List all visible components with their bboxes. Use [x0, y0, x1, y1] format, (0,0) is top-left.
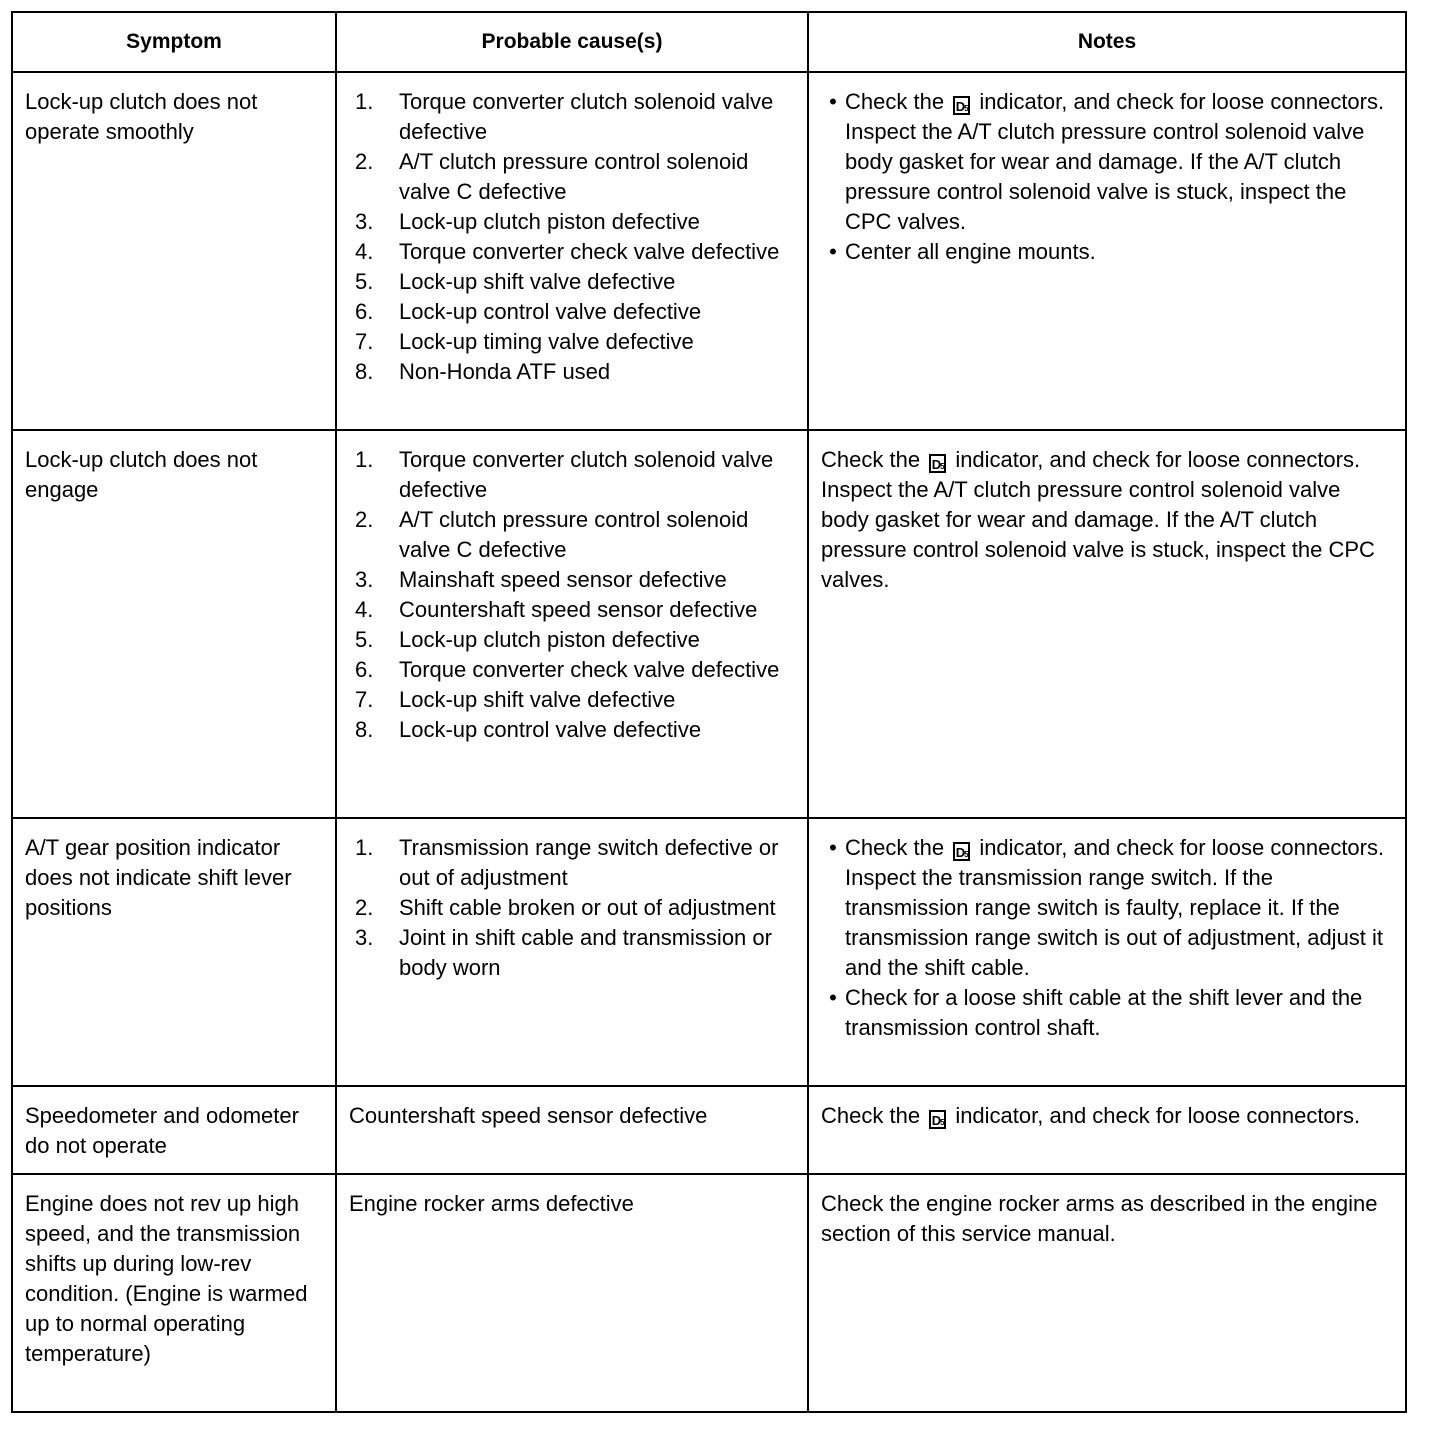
note-item	[821, 983, 1393, 1043]
troubleshooting-table	[11, 11, 1407, 1413]
cause-text: Non-Honda ATF used	[399, 359, 611, 384]
cause-text: Lock-up shift valve defective	[399, 687, 676, 712]
header-row	[12, 12, 1406, 72]
cause-number: 3.	[355, 209, 374, 234]
symptom-cell: Lock-up clutch does not engage	[12, 430, 336, 818]
note-item	[821, 237, 1393, 267]
cause-list	[349, 87, 795, 387]
notes-cell	[808, 72, 1406, 430]
symptom-cell: A/T gear position indicator does not indicate shift lever positions	[12, 818, 336, 1086]
note-text	[845, 87, 1393, 237]
notes-cell	[808, 430, 1406, 818]
header-causes: Probable cause(s)	[336, 12, 808, 72]
cause-text: Shift cable broken or out of adjustment	[399, 895, 776, 920]
cause-number: 1.	[355, 89, 374, 114]
note-text	[845, 983, 1393, 1043]
cause-item	[349, 833, 795, 893]
note-text-post: indicator, and check for loose connectors. Inspect the transmission range switch. If the transmission range switch is faulty, replace it. If the transmission range switch is out of adjustment, adjust it and the shift cable.	[845, 835, 1385, 980]
note-text-pre: Check the	[821, 447, 921, 472]
d5-indicator-icon: D5	[929, 1110, 946, 1129]
notes-cell	[808, 818, 1406, 1086]
cause-item	[349, 237, 795, 267]
cause-number: 6.	[355, 657, 374, 682]
table-row	[12, 818, 1406, 1086]
cause-number: 7.	[355, 329, 374, 354]
cause-item	[349, 327, 795, 357]
cause-number: 4.	[355, 597, 374, 622]
cause-number: 5.	[355, 627, 374, 652]
note-text-pre: Center all engine mounts.	[845, 239, 1096, 264]
cause-text: Countershaft speed sensor defective	[399, 597, 758, 622]
header-notes: Notes	[808, 12, 1406, 72]
cause-text: Lock-up shift valve defective	[399, 269, 676, 294]
note-text	[821, 1101, 1360, 1131]
cause-number: 2.	[355, 507, 374, 532]
cause-text: Torque converter clutch solenoid valve defective	[399, 447, 774, 502]
cause-item	[349, 565, 795, 595]
cause-number: 1.	[355, 447, 374, 472]
table-row	[12, 72, 1406, 430]
d5-indicator-icon: D5	[953, 96, 970, 115]
cause-item	[349, 207, 795, 237]
cause-text: Transmission range switch defective or out of adjustment	[399, 835, 779, 890]
cause-item	[349, 267, 795, 297]
cause-text: Torque converter check valve defective	[399, 657, 780, 682]
notes-cell	[808, 1174, 1406, 1412]
d5-indicator-icon: D5	[929, 454, 946, 473]
cause-item	[349, 923, 795, 983]
cause-text: Joint in shift cable and transmission or body worn	[399, 925, 772, 980]
notes-list	[821, 1101, 1393, 1131]
cause-number: 3.	[355, 567, 374, 592]
cause-text: Lock-up clutch piston defective	[399, 627, 700, 652]
note-text-pre: Check the	[821, 1103, 921, 1128]
causes-cell	[336, 430, 808, 818]
cause-text: Lock-up timing valve defective	[399, 329, 694, 354]
note-text-post: indicator, and check for loose connectors. Inspect the A/T clutch pressure control solenoid valve body gasket for wear and damage. If the A/T clutch pressure control solenoid valve is stuck, inspect the CPC valves.	[821, 447, 1375, 592]
note-text-pre: Check for a loose shift cable at the shift lever and the transmission control shaft.	[845, 985, 1363, 1040]
bullet-icon: •	[829, 89, 837, 114]
cause-text: Mainshaft speed sensor defective	[399, 567, 727, 592]
cause-item	[349, 595, 795, 625]
note-item	[821, 445, 1393, 595]
table-row	[12, 1086, 1406, 1174]
note-text	[845, 237, 1096, 267]
cause-item	[349, 625, 795, 655]
cause-item	[349, 505, 795, 565]
note-item	[821, 833, 1393, 983]
causes-cell: Engine rocker arms defective	[336, 1174, 808, 1412]
cause-list	[349, 833, 795, 983]
note-text-pre: Check the	[845, 89, 945, 114]
note-text	[821, 1189, 1393, 1249]
bullet-icon: •	[829, 239, 837, 264]
note-item	[821, 1101, 1393, 1131]
cause-text: A/T clutch pressure control solenoid valve C defective	[399, 149, 749, 204]
note-item	[821, 1189, 1393, 1249]
cause-text: A/T clutch pressure control solenoid valve C defective	[399, 507, 749, 562]
bullet-icon: •	[829, 835, 837, 860]
cause-item	[349, 893, 795, 923]
cause-number: 5.	[355, 269, 374, 294]
notes-list	[821, 445, 1393, 595]
cause-text: Torque converter check valve defective	[399, 239, 780, 264]
cause-number: 3.	[355, 925, 374, 950]
cause-number: 8.	[355, 717, 374, 742]
causes-cell	[336, 72, 808, 430]
bullet-icon: •	[829, 985, 837, 1010]
note-text-post: indicator, and check for loose connectors. Inspect the A/T clutch pressure control solenoid valve body gasket for wear and damage. If the A/T clutch pressure control solenoid valve is stuck, inspect the CPC valves.	[845, 89, 1385, 234]
cause-text: Lock-up clutch piston defective	[399, 209, 700, 234]
note-text	[845, 833, 1393, 983]
notes-list	[821, 1189, 1393, 1249]
note-text-pre: Check the	[845, 835, 945, 860]
table-row	[12, 1174, 1406, 1412]
cause-number: 2.	[355, 149, 374, 174]
note-text-post: indicator, and check for loose connectors.	[955, 1103, 1361, 1128]
causes-cell	[336, 818, 808, 1086]
cause-number: 2.	[355, 895, 374, 920]
note-item	[821, 87, 1393, 237]
note-text-pre: Check the engine rocker arms as described in the engine section of this service manual.	[821, 1191, 1378, 1246]
notes-list	[821, 833, 1393, 1043]
cause-item	[349, 715, 795, 745]
symptom-cell: Lock-up clutch does not operate smoothly	[12, 72, 336, 430]
cause-item	[349, 445, 795, 505]
notes-cell	[808, 1086, 1406, 1174]
cause-number: 4.	[355, 239, 374, 264]
cause-text: Lock-up control valve defective	[399, 717, 702, 742]
causes-cell: Countershaft speed sensor defective	[336, 1086, 808, 1174]
cause-number: 6.	[355, 299, 374, 324]
cause-item	[349, 655, 795, 685]
cause-number: 1.	[355, 835, 374, 860]
note-text	[821, 445, 1393, 595]
symptom-cell: Speedometer and odometer do not operate	[12, 1086, 336, 1174]
cause-item	[349, 357, 795, 387]
cause-item	[349, 147, 795, 207]
table-row	[12, 430, 1406, 818]
cause-item	[349, 297, 795, 327]
symptom-cell: Engine does not rev up high speed, and the transmission shifts up during low-rev condition. (Engine is warmed up to normal operating temperature)	[12, 1174, 336, 1412]
cause-item	[349, 87, 795, 147]
header-symptom: Symptom	[12, 12, 336, 72]
cause-text: Lock-up control valve defective	[399, 299, 702, 324]
cause-number: 7.	[355, 687, 374, 712]
notes-list	[821, 87, 1393, 267]
cause-list	[349, 445, 795, 745]
d5-indicator-icon: D5	[953, 842, 970, 861]
cause-item	[349, 685, 795, 715]
cause-number: 8.	[355, 359, 374, 384]
cause-text: Torque converter clutch solenoid valve defective	[399, 89, 774, 144]
